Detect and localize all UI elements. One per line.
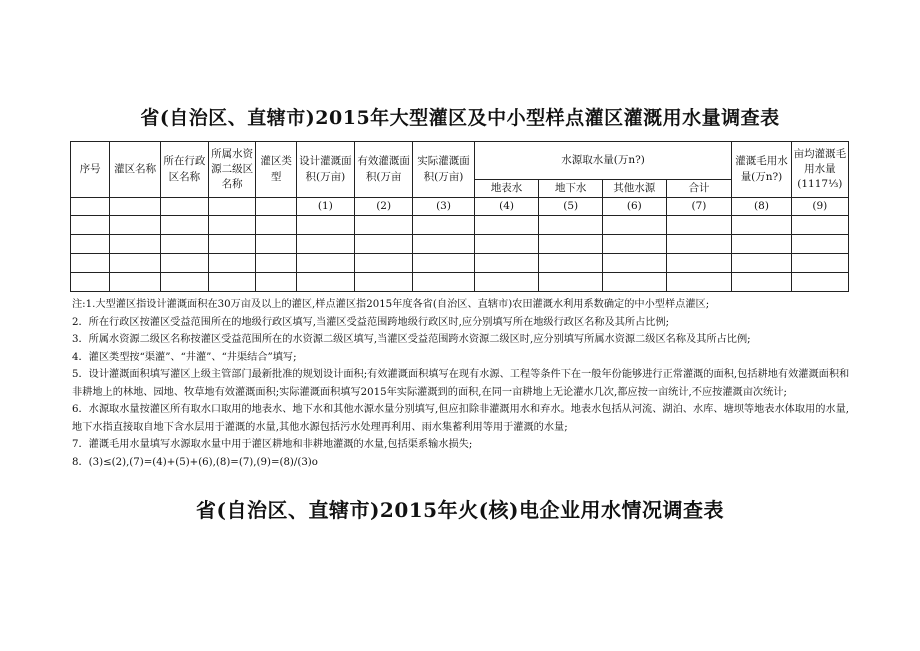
table-cell [474, 235, 539, 254]
table-cell [474, 216, 539, 235]
table-cell [110, 235, 161, 254]
header-surface: 地表水 [474, 180, 539, 198]
column-number: (4) [474, 198, 539, 216]
table-cell [413, 254, 474, 273]
column-number: (5) [539, 198, 603, 216]
table-cell [110, 198, 161, 216]
table-cell [732, 235, 791, 254]
note-item: 5．设计灌溉面积填写灌区上级主管部门最新批准的规划设计面积;有效灌溉面积填写在现有水源、工程等条件下在一般年份能够进行正常灌溉的面积,包括耕地有效灌溉面积和非耕地上的林地、园地、牧草地有效灌溉面积;实际灌溉面积填写2015年实际灌溉到的面积,在同一亩耕地上无论灌水几次,都应按一亩统计,不应按灌溉亩次统计; [72, 369, 850, 398]
table-cell [161, 273, 209, 292]
table-cell [110, 254, 161, 273]
note-item: 3．所属水资源二级区名称按灌区受益范围所在的水资源二级区填写,当灌区受益范围跨水资源二级区时,应分别填写所属水资源二级区名称及其所占比例; [72, 334, 751, 345]
header-design-area: 设计灌溉面积(万亩) [296, 142, 354, 198]
table-cell [791, 235, 848, 254]
table-cell [539, 235, 603, 254]
note-item: 6．水源取水量按灌区所有取水口取用的地表水、地下水和其他水源水量分别填写,但应扣除非灌溉用水和弃水。地表水包括从河流、湖泊、水库、塘坝等地表水体取用的水量,地下水指直接取自地下含水层用于灌溉的水量,其他水源包括污水处理再利用、雨水集蓄利用等用于灌溉的水量; [72, 404, 850, 433]
header-admin: 所在行政区名称 [161, 142, 209, 198]
table-cell [256, 198, 296, 216]
irrigation-survey-title: 省(自治区、直辖市)2015年大型灌区及中小型样点灌区灌溉用水量调查表 [140, 107, 780, 129]
table-row [71, 273, 849, 292]
table-cell [791, 273, 848, 292]
header-per-mu: 亩均灌溉毛用水量(1117⅓) [791, 142, 848, 198]
column-number: (3) [413, 198, 474, 216]
note-item: 4．灌区类型按“渠灌”、“井灌”、“井渠结合”填写; [72, 351, 297, 363]
column-number: (2) [355, 198, 413, 216]
table-cell [413, 235, 474, 254]
table-cell [71, 216, 110, 235]
table-cell [110, 216, 161, 235]
table-cell [602, 254, 666, 273]
table-cell [539, 273, 603, 292]
column-number: (1) [296, 198, 354, 216]
table-cell [413, 273, 474, 292]
table-cell [666, 254, 732, 273]
table-cell [161, 254, 209, 273]
table-cell [474, 254, 539, 273]
header-gross-use: 灌溉毛用水量(万n?) [732, 142, 791, 198]
table-cell [732, 273, 791, 292]
table-cell [666, 216, 732, 235]
header-effective-area: 有效灌溉面积(万亩 [355, 142, 413, 198]
table-cell [208, 273, 256, 292]
irrigation-survey-table [70, 141, 849, 292]
header-seq: 序号 [71, 142, 110, 198]
table-cell [539, 254, 603, 273]
table-cell [296, 254, 354, 273]
table-cell [161, 198, 209, 216]
table-cell [732, 216, 791, 235]
table-cell [71, 198, 110, 216]
note-item: 2．所在行政区按灌区受益范围所在的地级行政区填写,当灌区受益范围跨地级行政区时,应分别填写所在地级行政区名称及其所占比例; [72, 316, 670, 328]
table-cell [355, 273, 413, 292]
header-ground: 地下水 [539, 180, 603, 198]
table-cell [602, 216, 666, 235]
column-number: (9) [791, 198, 848, 216]
table-cell [208, 216, 256, 235]
table-cell [791, 216, 848, 235]
table-cell [71, 235, 110, 254]
header-water-region: 所属水资源二级区名称 [208, 142, 256, 198]
table-cell [602, 235, 666, 254]
table-cell [732, 254, 791, 273]
header-actual-area: 实际灌溉面积(万亩) [413, 142, 474, 198]
table-cell [666, 235, 732, 254]
table-cell [602, 273, 666, 292]
table-cell [296, 273, 354, 292]
note-item: 7．灌溉毛用水量填写水源取水量中用于灌区耕地和非耕地灌溉的水量,包括渠系输水损失; [72, 439, 473, 450]
table-cell [110, 273, 161, 292]
table-body [71, 216, 849, 292]
table-cell [355, 235, 413, 254]
table-cell [296, 216, 354, 235]
table-cell [666, 273, 732, 292]
column-number: (8) [732, 198, 791, 216]
table-cell [539, 216, 603, 235]
table-cell [256, 235, 296, 254]
header-name: 灌区名称 [110, 142, 161, 198]
header-type: 灌区类型 [256, 142, 296, 198]
table-row [71, 216, 849, 235]
table-cell [256, 216, 296, 235]
note-item: 8．(3)≤(2),(7)=(4)+(5)+(6),(8)=(7),(9)=(8)/(3)o [72, 456, 318, 468]
table-cell [71, 273, 110, 292]
header-total: 合计 [666, 180, 732, 198]
table-cell [256, 273, 296, 292]
table-cell [256, 254, 296, 273]
header-intake-group: 水源取水量(万n?) [474, 142, 732, 180]
table-row [71, 235, 849, 254]
table-cell [791, 254, 848, 273]
column-number: (6) [602, 198, 666, 216]
table-cell [296, 235, 354, 254]
table-cell [355, 216, 413, 235]
table-cell [413, 216, 474, 235]
column-number: (7) [666, 198, 732, 216]
table-cell [208, 254, 256, 273]
table-cell [71, 254, 110, 273]
notes-block [72, 296, 852, 471]
table-cell [355, 254, 413, 273]
table-cell [208, 235, 256, 254]
power-survey-title: 省(自治区、直辖市)2015年火(核)电企业用水情况调查表 [195, 498, 724, 522]
table-cell [208, 198, 256, 216]
table-cell [474, 273, 539, 292]
header-other: 其他水源 [602, 180, 666, 198]
table-cell [161, 216, 209, 235]
note-item: 注:1.大型灌区指设计灌溉面积在30万亩及以上的灌区,样点灌区指2015年度各省(自治区、直辖市)农田灌溉水利用系数确定的中小型样点灌区; [72, 299, 710, 310]
table-cell [161, 235, 209, 254]
table-row [71, 254, 849, 273]
